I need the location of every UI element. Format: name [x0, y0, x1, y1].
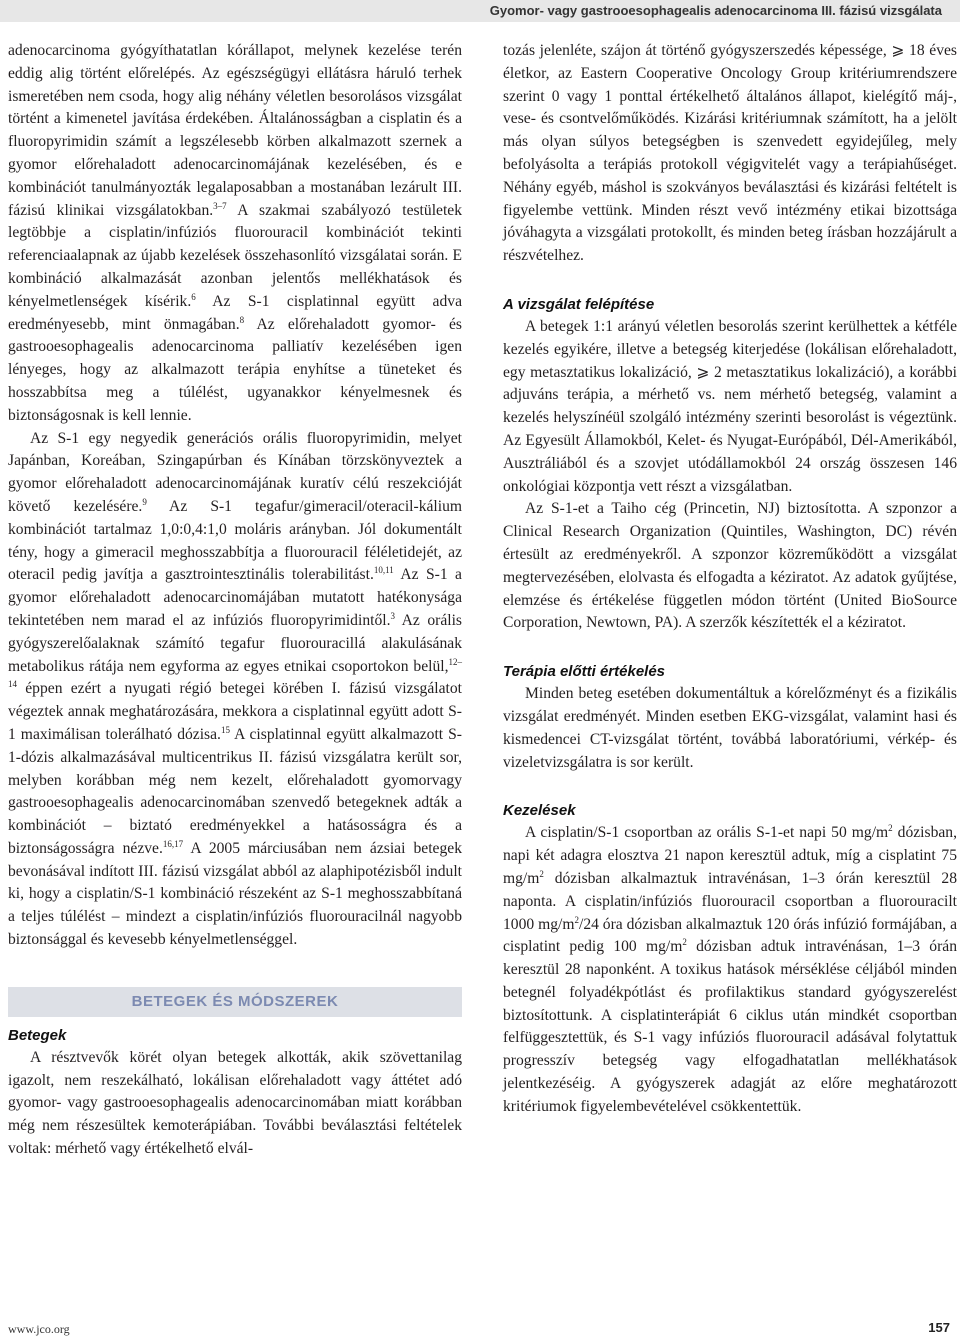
left-column: [8, 40, 462, 1161]
reference-superscript: 3–7: [213, 200, 227, 211]
reference-superscript: 12–14: [8, 656, 462, 690]
eligibility-paragraph: tozás jelenléte, szájon át történő gyógyszerszedés képessége, ⩾ 18 éves életkor, az Eastern Cooperative Oncology Group kritériumrendszere szerint 0 vagy 1 ponttal értékelhető általános állapot, kielégítő máj-, vese- és csontvelőműködés. Kizárási kritériumnak számított, ha a jelölt más olyan súlyos betegségben is szenvedett egyidejűleg, mely befolyásolta a terápiás protokoll végigvitelét vagy a terápiahűséget. Néhány egyéb, máshol is szokványos beválasztási és kizárási feltételt is figyelembe vettünk. Minden részt vevő intézmény etikai bizottsága jóváhagyta a vizsgálati protokollt, és minden beteg írásban hozzájárult a részvételhez.: [503, 42, 957, 265]
reference-superscript: 15: [220, 724, 230, 735]
s1-paragraph: Az S-1 egy negyedik generációs orális fluoropyrimidin, melyet Japánban, Koreában, Szingapúrban és Kínában törzskönyveztek a gyomor előrehaladott adenocarcinomájának kuratív célú reszekcióját követő kezelésére.$^9$ Az S-1 tegafur/gimeracil/oteracil-kálium kombinációt tartalmaz 1,0:0,4:1,0 moláris arányban. Jól dokumentált tény, hogy a gimeracil meghosszabbítja a fluorouracil féléletidejét, az oteracil pedig javítja a gasztrointesztinális tolerabilitást.$^{10,11}$ Az S-1 a gyomor előrehaladott adenocarcinomájában mutatott hatékonysága tekintetében nem marad el az infúziós fluoropyrimidintől.$^3$ Az orális gyógyszerelőalaknak számító tegafur fluorouracillá alakulásának metabolikus rátája nem egyforma az egyes etnikai csoportokon belül,$^{12-14}$ éppen ezért a nyugati régió betegei körében I. fázisú vizsgálatot végeztek annak meghatározására, mekkora a cisplatinnal együtt adott S-1 maximálisan tolerálható dózisa.$^{15}$ A cisplatinnal együtt alkalmazott S-1-dózis alkalmazásával multicentrikus II. fázisú vizsgálatra került sor, melyben korábban még nem kezelt, előrehaladott gyomorvagy gastrooesophagealis adenocarcinomában szenvedő betegeknek adták a kombinációt – biztató eredményekkel a hatásosságra és a biztonságosságra nézve.$^{16,17}$ A 2005 márciusában nem ázsiai betegek bevonásával indított III. fázisú vizsgálat abból az alaphipotézisből indult ki, hogy a cisplatin/S-1 kombináció részeként az S-1 meghosszabbítaná a teljes túlélést – mindezt a cisplatin/infúziós fluorouracilnál nagyobb biztonsággal és kevesebb kényelmetlenséggel.: [8, 429, 463, 949]
reference-superscript: 10,11: [373, 565, 394, 576]
treatment-paragraph: A cisplatin/S-1 csoportban az orális S-1-et napi 50 $mg/m^2$ dózisban, napi két adagra elosztva 21 napon keresztül adtuk, míg a cisplatint 75 $mg/m^2$ dózisban alkalmaztuk intravénásan, 1–3 órán keresztül 28 naponta. A cisplatin/infúziós fluorouracil csoportban a fluorouracilt 1000 $mg/m^2/24$ óra dózisban alkalmaztuk 120 órás infúzió formájában, a cisplatint pedig 100 $mg/m^2$ dózisban adtuk intravénásan, 1–3 órán keresztül 28 naponként. A toxikus hatások mérséklése céljából minden betegnél folyadékpótlást és profilaktikus standard gyógyszerelést biztosítottunk. A cisplatinterápiát 6 ciklus után mindkét csoportban felfüggesztettük, és S-1 vagy infúziós fluorouracil adásával folytattuk progresszív betegség vagy elfogadhatatlan mellékhatások jelentkezéséig. A gyógyszerek adagját az előre meghatározott kritériumok figyelembevételével csökkentettük.: [503, 823, 958, 1115]
reference-superscript: 2: [539, 868, 544, 879]
intro-paragraph: adenocarcinoma gyógyíthatatlan kórállapot, melynek kezelése terén eddig alig történt előrelépés. Az egészségügyi ellátásra háruló terhek ismeretében nem csoda, hogy alig néhány véletlen besorolásos vizsgálat történt a kimenetel javítása érdekében. Általánosságban a cisplatin és a fluoropyrimidin számít a legszélesebb körben alkalmazott szernek a gyomor előrehaladott adenocarcinomájának kezelésében, és e kombinációt tanulmányozták legalaposabban a mostanában lezárult III. fázisú klinikai vizsgálatokban.$^{3-7}$ A szakmai szabályozó testületek legtöbbje a cisplatin/infúziós fluorouracil kombinációt tekinti referenciaalapnak az újabb kezelések összehasonlító vizsgálatai során. E kombináció alkalmazását azonban jelentős mellékhatások és kényelmetlenségek kísérik.$^6$ Az S-1 cisplatinnal együtt adva eredményesebb, mint önmagában.$^8$ Az előrehaladott gyomor- és gastrooesophagealis adenocarcinoma palliatív kezelésében igen lényeges, hogy az alkalmazott terápia enyhítse a tüneteket és hosszabbítsa meg a túlélést, ugyanakkor kényelmesnek és biztonságosnak is kell lennie.: [8, 42, 462, 424]
pretreatment-paragraph: Minden beteg esetében dokumentáltuk a kórelőzményt és a fizikális vizsgálat eredményét. Minden esetben EKG-vizsgálat, valamint hasi és kismedencei CT-vizsgálat történt, továbbá laboratóriumi, vérkép- és vizeletvizsgálatra is sor került.: [503, 685, 957, 771]
reference-superscript: 9: [142, 496, 147, 507]
page-number: 157: [928, 1320, 950, 1335]
reference-superscript: 8: [239, 314, 245, 325]
subheading-felepites: A vizsgálat felépítése: [503, 295, 655, 313]
reference-superscript: 2: [574, 914, 579, 925]
section-banner-methods: BETEGEK ÉS MÓDSZEREK: [8, 987, 462, 1017]
running-header: Gyomor- vagy gastrooesophagealis adenocarcinoma III. fázisú vizsgálata: [0, 0, 960, 22]
subheading-kezelesek: Kezelések: [503, 802, 576, 820]
design-paragraph-1: A betegek 1:1 arányú véletlen besorolás szerint kerülhettek a kétféle kezelés egyikére, illetve a betegség kiterjedése (lokálisan előrehaladott, egy metasztatikus lokalizáció, ⩾ 2 metasztatikus lokalizáció), a korábbi adjuváns terápia, a mérhető vs. nem mérhető betegség, valamint a kezelés helyszínéül szolgáló intézmény szerinti besorolást is végeztünk. Az Egyesült Államokból, Kelet- és Nyugat-Európából, Dél-Amerikából, Ausztráliából és a szovjet utódállamokból 24 ország összesen 146 onkológiai központja vett részt a vizsgálatban.: [503, 317, 957, 495]
subheading-terapia: Terápia előtti értékelés: [503, 663, 666, 681]
subheading-betegek: Betegek: [8, 1026, 67, 1044]
footer-url: www.jco.org: [8, 1322, 70, 1336]
design-paragraph-2: Az S-1-et a Taiho cég (Princetin, NJ) biztosította. A szponzor a Clinical Research Organization (Quintiles, Washington, DC) révén értesült az eredményekről. A szponzor közreműködött a vizsgálat megtervezésében, elolvasta és elfogadta a kéziratot. Az adatok gyűjtése, elemzése és értékelése független módon történt (United BioSource Corporation, Newtown, PA). A szerzők készítették el a kéziratot.: [503, 500, 957, 632]
reference-superscript: 2: [682, 937, 687, 948]
reference-superscript: 6: [191, 291, 196, 302]
reference-superscript: 3: [390, 610, 395, 621]
betegek-paragraph: A résztvevők körét olyan betegek alkották, akik szövettanilag igazolt, nem reszekálható, lokálisan előrehaladott vagy áttétet adó gyomor- vagy gastrooesophagealis adenocarcinomában miatt korábban még nem részesültek kemoterápiában. További beválasztási feltételek voltak: mérhető vagy értékelhető elvál-: [8, 1048, 462, 1158]
right-column: [503, 40, 957, 1119]
reference-superscript: 2: [888, 823, 893, 834]
reference-superscript: 16,17: [162, 838, 184, 849]
